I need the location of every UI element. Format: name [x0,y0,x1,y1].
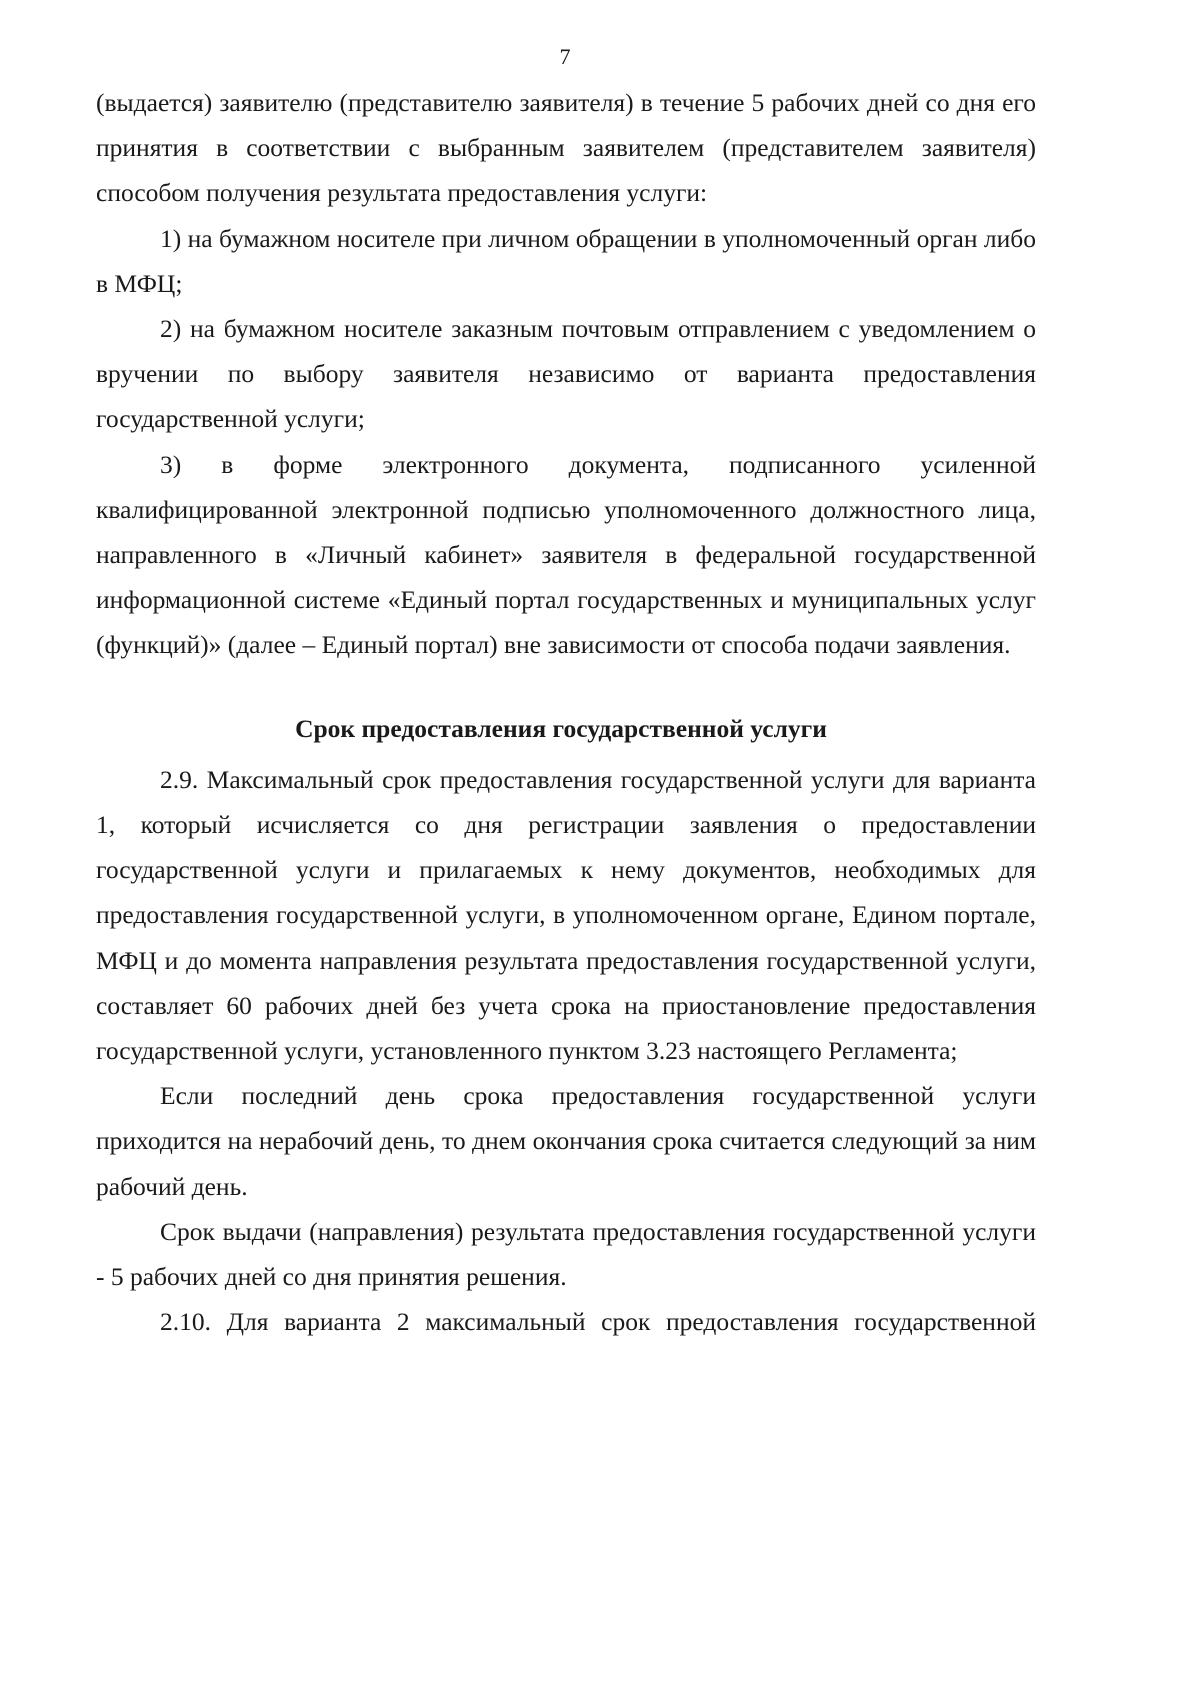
section-heading: Срок предоставления государственной услуги [295,713,827,743]
paragraph-issue-term: Срок выдачи (направления) результата предоставления государственной услуги - 5 рабочих дней со дня принятия решения. [96,1216,1036,1292]
document-body [96,80,1036,1344]
paragraph-2-9: 2.9. Максимальный срок предоставления государственной услуги для варианта 1, который исчисляется со дня регистрации заявления о предоставлении государственной услуги и прилагаемых к нему документов, необходимых для предоставления государственной услуги, в уполномоченном органе, Едином портале, МФЦ и до момента направления результата предоставления государственной услуги, составляет 60 рабочих дней без учета срока на приостановление предоставления государственной услуги, установленного пунктом 3.23 настоящего Регламента; [96,764,1036,1066]
paragraph-result-delivery: (выдается) заявителю (представителю заявителя) в течение 5 рабочих дней со дня его принятия в соответствии с выбранным заявителем (представителем заявителя) способом получения результата предоставления услуги: [96,88,1036,208]
list-item-electronic: 3) в форме электронного документа, подписанного усиленной квалифицированной электронной подписью уполномоченного должностного лица, направленного в «Личный кабинет» заявителя в федеральной государственной информационной системе «Единый портал государственных и муниципальных услуг (функций)» (далее – Единый портал) вне зависимости от способа подачи заявления. [96,449,1036,660]
page-number: 7 [559,44,571,69]
paragraph-non-working-day: Если последний день срока предоставления государственной услуги приходится на нерабочий день, то днем окончания срока считается следующий за ним рабочий день. [96,1081,1036,1201]
paragraph-2-10: 2.10. Для варианта 2 максимальный срок предоставления государственной [160,1307,1036,1337]
list-item-paper-mail: 2) на бумажном носителе заказным почтовым отправлением с уведомлением о вручении по выбору заявителя независимо от варианта предоставления государственной услуги; [96,314,1036,434]
list-item-paper-personal: 1) на бумажном носителе при личном обращении в уполномоченный орган либо в МФЦ; [96,223,1036,298]
